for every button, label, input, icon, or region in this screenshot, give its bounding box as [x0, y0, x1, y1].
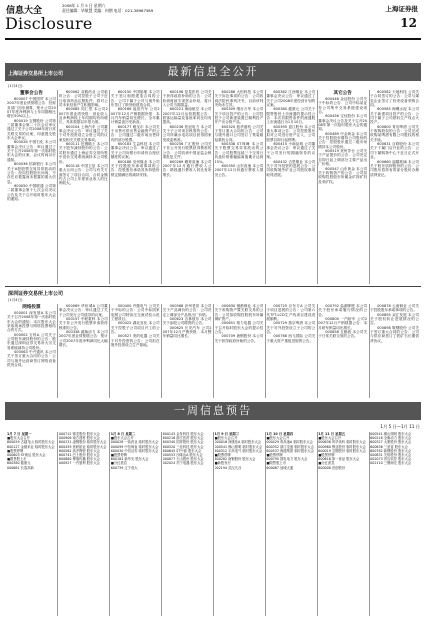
announcement-column — [163, 90, 212, 284]
announcement-item: 600309 烟台万华 本公司关于项目投产的公告：公司控股子公司新建装置已顺利投产并产出合格产品。 — [214, 107, 264, 125]
announcement-item: 600519 贵州茅台 公司关于产品提价的公告：公司决定自即日起上调部分主要产品出厂价格。 — [318, 149, 368, 167]
schedule-entry: 600636 三爱富 股东大会 — [370, 444, 408, 449]
schedule-entry: 002194 武汉凡谷 — [214, 465, 242, 470]
page-number: 12 — [400, 16, 417, 30]
schedule-entry: 600520 三佳科技 股东大会 — [162, 444, 204, 449]
column-divider — [265, 90, 266, 284]
announcement-column — [318, 90, 367, 284]
announcement-item: 600036 招商银行 本公司关于A股股票交易异常波动的公告：经向控股股东问询，不存在应披露而未披露的重大信息。 — [7, 162, 56, 184]
schedule-entry: ■股东大会召开 — [266, 436, 290, 441]
announcement-item: 600183 生益科技 本公司董事会决议公告：审议通过了关于公司向银行申请综合授信额度的议案。 — [110, 142, 160, 160]
announcement-item: 600085 同仁堂 本公司2007年度业绩快报：营业收入及净利润较上年同期均有所增长，具体数据以年报为准。 — [58, 107, 108, 125]
column-divider — [265, 432, 266, 616]
schedule-entry: 600184 新华光 股东大会 — [110, 457, 149, 462]
schedule-entry: 600645 ST中源 股东大会 — [162, 448, 202, 453]
column-divider — [317, 432, 318, 616]
announcement-item: 600269 赣粤高速 本公司2007年12月通行费收入公告：路段通行费收入同比有所增长。 — [162, 159, 212, 177]
column-divider — [109, 90, 110, 284]
announcement-item: 600582 天地科技 公司关于合同签订的公告：公司与煤炭企业签订了综采设备采购合同。 — [370, 90, 419, 108]
announcement-item: 000400 许继电气 公司关于中标的公告：公司中标国家电网公司特高压交流试验示范工程项目。 — [110, 304, 160, 322]
schedule-entry: 600340 国祥股份 股东大会 — [162, 440, 204, 445]
schedule-entry: ■限售股上市 — [7, 457, 27, 462]
announcement-column — [111, 304, 160, 398]
column-divider — [161, 90, 162, 284]
announcement-item: 000069 华侨城A 公司董事会决议公告：审议通过了关于公司发行公司债券的议案。 — [58, 304, 108, 317]
schedule-entry: ■新股发行 — [214, 461, 231, 466]
announcement-column — [111, 90, 160, 284]
announcement-item: 600585 海螺水泥 本公司关于新建项目投产的公告：公司下属子公司熟料生产线点火投产。 — [370, 107, 419, 125]
column-divider — [369, 304, 370, 398]
column-divider — [57, 304, 58, 398]
schedule-entry: 600537 海通集团 临时股东大会 — [266, 448, 315, 453]
announcement-item: 600380 健康元 公司关于限售股份上市流通的提示性公告：本次有限售条件的流通股上市流通日为1月10日。 — [266, 107, 316, 125]
schedule-column — [215, 432, 264, 616]
column-divider — [369, 432, 370, 616]
announcement-item: 600166 福田汽车 公司2007年12月产销数据快报：本月汽车销量同比增长，全年累计销量创历史新高。 — [110, 107, 160, 125]
column-heading: 其它公告 — [333, 91, 352, 96]
announcement-column — [7, 304, 56, 398]
column-divider — [265, 304, 266, 398]
announcement-column — [163, 304, 212, 398]
schedule-day-heading: 1月 8 日 星期二 — [110, 432, 136, 436]
schedule-entry: 600782 新钢股份 股东大会 — [370, 448, 412, 453]
schedule-entry: 000960 锡业股份 临时股东大会 — [318, 444, 366, 449]
schedule-entry: 600282 南钢股份 股东大会 — [214, 457, 256, 462]
announcement-column — [370, 90, 419, 284]
schedule-entry: 002110 三钢闽光 股东大会 — [370, 461, 412, 466]
announcement-item: 000568 泸州老窖 本公司关于产品调价的公告：公司决定上调部分产品的出厂价格。 — [162, 304, 212, 317]
weekly-preview-banner: 一周信息预告 — [5, 402, 421, 420]
schedule-entry: 000541 佛山照明 临时股东大会 — [214, 444, 263, 449]
schedule-column — [111, 432, 160, 616]
schedule-entry: ■股票停牌 — [7, 448, 24, 453]
schedule-entry: 600380 健康元 — [7, 461, 31, 466]
announcement-item: 600547 山东黄金 本公司关于收购资产的公告：公司拟收购控股股东所属金矿探矿权及采矿权。 — [318, 166, 368, 184]
schedule-entry: 000099 中信海直 临时股东大会 — [110, 444, 159, 449]
masthead-rule — [5, 38, 421, 40]
schedule-entry: 600312 平高电气 临时股东大会 — [214, 448, 263, 453]
announcement-item: 600028 中国石化 本公司董事会决议公告：审议通过了关于召开2008年第一次临时股东大会的议案，会议时间另行通知。 — [7, 140, 56, 162]
column-divider — [109, 432, 110, 616]
announcement-item: 600446 金证股份 公司关于中标的公告：公司中标某证券公司集中交易系统建设项目。 — [318, 97, 368, 115]
schedule-column — [7, 432, 56, 616]
announcement-item: 000527 美的电器 公司关于对外投资的公告：公司拟在境外投资设立生产基地。 — [110, 334, 160, 348]
schedule-day-heading: 1月 11 日 星期五 — [318, 432, 346, 436]
announcement-item: 000729 燕京啤酒 本公司关于对外投资设立子公司的公告。 — [266, 321, 316, 335]
schedule-entry: 600795 国电电力 股东大会 — [266, 457, 308, 462]
schedule-entry: 600616 第一食品 股东大会 — [318, 457, 360, 462]
masthead — [0, 0, 426, 44]
schedule-entry: 600459 贵研铂业 临时股东大会 — [58, 444, 107, 449]
column-divider — [57, 90, 58, 284]
announcement-item: 600111 包钢稀土 本公司关于股东减持股份的公告：公司股东通过上海证券交易所集中竞价交易系统减持本公司股份。 — [58, 142, 108, 164]
column-divider — [57, 432, 58, 616]
schedule-entry: 000603 ST威达 股东大会 — [7, 453, 46, 458]
sz-section-title: 深圳证券交易所上市公司 — [8, 291, 64, 297]
schedule-entry: 600143 金发科技 股东大会 — [162, 432, 204, 436]
section-title: Disclosure — [5, 14, 93, 33]
schedule-entry: ■股东大会召开 — [110, 436, 134, 441]
announcement-column — [215, 90, 264, 284]
schedule-entry: ■股票停牌 — [266, 453, 283, 458]
announcement-item: 000651 格力电器 公司关于召开临时股东大会的提示性公告。 — [214, 321, 264, 335]
schedule-day-heading: 1月 9 日 星期三 — [214, 432, 240, 436]
announcement-item: 000422 湖北宜化 本公司关于控股子公司项目开工的公告。 — [110, 321, 160, 335]
announcement-column — [215, 304, 264, 398]
schedule-entry: ■股票停牌 — [318, 453, 335, 458]
announcement-item: 600104 上海汽车 公司董事会决议公告：审议通过了关于对外投资设立合资公司的议案及相关关联交易事项。 — [58, 124, 108, 142]
announcement-item: 600362 江西铜业 本公司董事会决议公告：审议通过了关于公司2008年度经营计划的议案。 — [266, 90, 316, 108]
announcement-item: 600007 中国国贸 本公司2007年度业绩预增公告：经财务部门初步测算，预计公司2007年度净利润与上年同期相比增长50%以上。 — [7, 97, 56, 119]
schedule-entry: 000927 一汽夏利 股东大会 — [58, 461, 100, 466]
announcement-column — [59, 304, 108, 398]
announcement-column — [266, 304, 315, 398]
column-divider — [213, 304, 214, 398]
announcement-item: 600050 中国联通 公司第二届董事会第十七次会议决议公告及关于召开临时股东大会的通知。 — [7, 183, 56, 201]
announcement-item: 600631 百联股份 本公司关于下属门店开业的公告：公司下属购物中心于近日正式开业。 — [370, 142, 419, 160]
schedule-day-heading: 1月 10 日 星期四 — [266, 432, 294, 436]
announcement-item: 600150 中国船舶 本公司关于签订船舶建造合同的公告：公司下属子公司与境外船东签订了散货船建造合同。 — [110, 90, 160, 108]
column-divider — [213, 432, 214, 616]
schedule-entry: 600231 凌钢股份 临时股东大会 — [58, 440, 107, 445]
schedule-entry: 002073 青岛软控 股东大会 — [370, 457, 412, 462]
schedule-entry: 000541 佛山照明 股东大会 — [370, 432, 412, 436]
announcement-item: 000800 一汽轿车 公司2007年12月产销数据公告：本月轿车销量同比增长。 — [318, 317, 368, 330]
announcement-item: 000858 五粮液 本公司关于日常关联交易的公告。 — [318, 330, 368, 339]
announcement-item: 600188 兖州煤业 本公司关于控股股东承诺事项的公告：控股股东承诺其所持股份锁定期满后的减持安排。 — [110, 159, 160, 177]
announcement-item: 600062 双鹤药业 公司临时公告：公司控股子公司于近日取得药品注册批件，将对公司未来经营产生积极影响。 — [58, 90, 108, 108]
column-heading: 董事会公告 — [19, 91, 43, 96]
schedule-entry: 600741 巴士股份 股东大会 — [58, 453, 100, 458]
announcement-item: 000063 中兴通讯 本公司关于签订重大合同的公告：公司与境外运营商签订网络设备供货合同。 — [7, 350, 56, 368]
announcement-item: 600256 广汇股份 公司关于非公开发行股票获得核准的公告：公司收到中国证监会核准批复文件。 — [162, 142, 212, 160]
column-divider — [109, 304, 110, 398]
announcement-item: 000792 盐湖钾肥 本公司关于股东承诺履行情况的公告。 — [318, 304, 368, 317]
sh-section-date: (1月4日) — [8, 84, 23, 88]
announcement-item: 600177 雅戈尔 本公司关于出售可供出售金融资产的公告：公司通过二级市场出售持有的部分股票。 — [110, 124, 160, 142]
schedule-entry: ■限售股上市 — [266, 461, 286, 466]
schedule-entry: ■分红派息 — [318, 461, 335, 466]
schedule-entry: 000712 锦龙股份 股东大会 — [58, 432, 100, 436]
schedule-entry: 000877 天山股份 股东大会 — [162, 457, 204, 462]
column-divider — [161, 432, 162, 616]
schedule-entry: 600019 宝钢股份 临时股东大会 — [318, 448, 366, 453]
announcement-item: 600320 振华港机 公司关于签订重大合同的公告：公司与境外港口公司签订了集装箱起重机合同。 — [214, 124, 264, 142]
announcement-column — [370, 304, 419, 398]
schedule-entry: 000028 一致药业 临时股东大会 — [110, 440, 159, 445]
announcement-item: 600196 复星医药 公司关于获得政府补助的公告：公司收到财政专项资金补贴，将计入公司当期损益。 — [162, 90, 212, 108]
announcement-item: 600432 吉恩镍业 本公司关于对外投资的进展公告：公司收购境外矿业公司股权事项取得进展。 — [266, 159, 316, 177]
schedule-entry: ■分红派息 — [110, 461, 128, 466]
sh-sz-divider — [5, 286, 421, 287]
schedule-entry: 600067 冠城大通 — [266, 465, 294, 470]
announcement-item: 600600 青岛啤酒 公司关于收购股权的公告：公司完成收购某啤酒有限公司股权的相关手续。 — [370, 124, 419, 142]
schedule-entry: 600216 浙江医药 股东大会 — [162, 436, 204, 441]
schedule-entry: 600059 古越龙山 临时股东大会 — [7, 440, 55, 445]
schedule-column — [266, 432, 315, 616]
schedule-column — [59, 432, 108, 616]
latest-info-banner: 最新信息全公开 — [5, 63, 421, 81]
announcement-item: 600350 山东高速 本公司2007年12月份通行费收入情况公告。 — [214, 163, 264, 177]
schedule-entry: 000906 南方建材 股东大会 — [58, 436, 100, 441]
announcement-item: 000768 西飞国际 公司关于重大资产重组进展的公告。 — [266, 334, 316, 343]
schedule-entry: 600562 高淳陶瓷 股东大会 — [58, 448, 100, 453]
schedule-entry: 600880 博瑞传播 股东大会 — [58, 457, 100, 462]
announcement-item: 000895 双汇发展 本公司关于股权转让进展情况的公告。 — [370, 312, 419, 326]
announcement-item: 000623 吉林敖东 本公司关于参股公司增资的公告。 — [162, 317, 212, 326]
column-divider — [369, 90, 370, 284]
schedule-entry: 000016 深康佳A 临时股东大会 — [214, 440, 262, 445]
schedule-entry: 000553 沙隆达A 股东大会 — [162, 453, 203, 458]
schedule-entry: 600218 全柴动力 股东大会 — [370, 436, 412, 441]
announcement-item: 600338 ST珠峰 本公司关于股票交易异常波动的公告：公司股票连续三个交易日收盘价格涨幅偏离值累计达到15%。 — [214, 142, 264, 164]
column-divider — [161, 304, 162, 398]
announcement-item: 000878 云南铜业 公司关于控股股东承诺事项的公告。 — [370, 304, 419, 313]
schedule-entry: ■股票停牌 — [214, 453, 231, 458]
schedule-entry: ■股东大会召开 — [318, 436, 342, 441]
schedule-entry: 600327 大厦股份 股东大会 — [370, 440, 412, 445]
schedule-entry: 002024 苏宁电器 股东大会 — [162, 461, 204, 466]
announcement-column — [7, 90, 56, 284]
announcement-item: 000630 铜都铜业 本公司关于收购资产暨关联交易的公告：公司拟收购控股股东所属铜矿资产。 — [214, 304, 264, 322]
announcement-item: 000001 深发展A 本公司关于召开2008年第一次临时股东大会的通知：本次股东大会采取现场投票与网络投票相结合的方式。 — [7, 311, 56, 333]
announcement-item: 600456 宝钛股份 本公司董事会决议公告及关于召开2008年第一次临时股东大会的通知。 — [318, 114, 368, 132]
column-divider — [317, 90, 318, 284]
announcement-item: 600019 宝钢股份 公司第三届董事会第二十次会议审议通过了关于公司2008年度日常关联交易的议案，同意提交股东大会审议。 — [7, 118, 56, 141]
schedule-day-heading: 1月 7 日 星期一 — [7, 432, 32, 436]
schedule-entry: ■股东大会召开 — [7, 436, 30, 441]
schedule-entry: 000429 粤高速A 临时股东大会 — [266, 440, 313, 445]
announcement-item: 000002 万科A 公司关于公司股东减持股份的公告：股东通过深圳证券交易所大宗交易系统减持公司股份。 — [7, 332, 56, 350]
schedule-entry: ■股票停牌 — [110, 453, 128, 458]
announcement-item: 600395 盘江股份 本公司重大事项公告：公司控股股东拟对公司进行资产注入，公司股票自即日起停牌。 — [266, 124, 316, 142]
schedule-entry: 600739 辽宁成大 — [110, 465, 138, 470]
schedule-entry: 600008 首创股份 — [318, 465, 346, 470]
announcement-item: 600660 福耀玻璃 本公司关于股东质押股份的公告：公司股东将持有的部分股份办理质押登记。 — [370, 159, 419, 177]
schedule-column — [163, 432, 212, 616]
announcement-item: 600415 小商品城 公司董事会决议公告：审议通过了关于公司发行短期融资券的议案。 — [266, 142, 316, 160]
announcement-item: 000625 长安汽车 公司2007年12月产销快报：本月整车销量同比增长。 — [162, 325, 212, 339]
announcement-item: 000157 中联重科 本公司关于非公开发行股票申请获得核准的公告。 — [58, 317, 108, 330]
announcement-item: 600118 中国卫星 本公司重大合同公告：公司与有关方面签订了项目合同，合同金额约占公司上年度营业收入的比例较大。 — [58, 163, 108, 186]
announcement-column — [318, 304, 367, 398]
editor-line: 责任编辑：毕敏慧 美编：何钢 电话：021-38967589 — [62, 8, 154, 13]
preview-date-range: 1月 5 日—1月 11 日 — [380, 424, 420, 429]
announcement-item: 000709 唐钢股份 本公司关于获得政府补助的公告。 — [214, 334, 264, 343]
schedule-entry: ■股东大会召开 — [214, 436, 238, 441]
sh-section-title: 上海证券交易所上市公司 — [8, 71, 64, 77]
announcement-column — [59, 90, 108, 284]
schedule-entry: 000636 风华高科 临时股东大会 — [318, 440, 366, 445]
announcement-item: 000725 京东方A 公司关于项目进展的公告：公司第六代TFT-LCD生产线项目建设进展顺利。 — [266, 304, 316, 322]
schedule-entry: 000661 长春高新 — [7, 465, 34, 470]
announcement-item: 600221 海南航空 本公司2007年12月运营数据公告：旅客运输量及客座率同比均有提高。 — [162, 107, 212, 125]
schedule-column — [370, 432, 419, 616]
announcement-item: 000898 鞍钢股份 公司关于签订重大合同的公告：公司与供应商签订了铁矿石长期供货协议。 — [370, 325, 419, 343]
column-divider — [213, 90, 214, 284]
schedule-column — [318, 432, 367, 616]
column-brand: 信息大全 — [6, 6, 43, 16]
issue-date: 2008年 1 月 5 日 星期六 — [62, 3, 106, 8]
announcement-item: 600236 桂冠电力 本公司关于子公司项目核准的公告：公司所属水电站项目获得国家发改委核准。 — [162, 124, 212, 142]
announcement-item: 000338 潍柴动力 本公司2007年度业绩预增公告：预计公司2007年度净利润同比大幅增长。 — [58, 330, 108, 348]
schedule-entry: 000831 关铝股份 股东大会 — [370, 453, 412, 458]
newspaper-name: 上海证券报 — [385, 5, 418, 13]
announcement-column — [266, 90, 315, 284]
column-divider — [317, 304, 318, 398]
schedule-entry: 600352 浙江龙盛 临时股东大会 — [266, 444, 315, 449]
column-heading: 网络投票 — [22, 305, 41, 310]
announcement-item: 600288 大恒科技 本公司关于诉讼事项的公告：公司收到法院民事判决书，目前该判决尚未生效。 — [214, 90, 264, 108]
announcement-item: 600489 中金黄金 本公司关于控股股东增持公司股份的公告：控股股东通过二级市场增持本公司股份。 — [318, 131, 368, 149]
schedule-entry: 600030 中信证券 临时股东大会 — [110, 448, 159, 453]
issue-info — [62, 3, 222, 13]
schedule-entry: 600127 金健米业 临时股东大会 — [7, 444, 55, 449]
sz-section-date: (1月4日) — [8, 298, 23, 302]
